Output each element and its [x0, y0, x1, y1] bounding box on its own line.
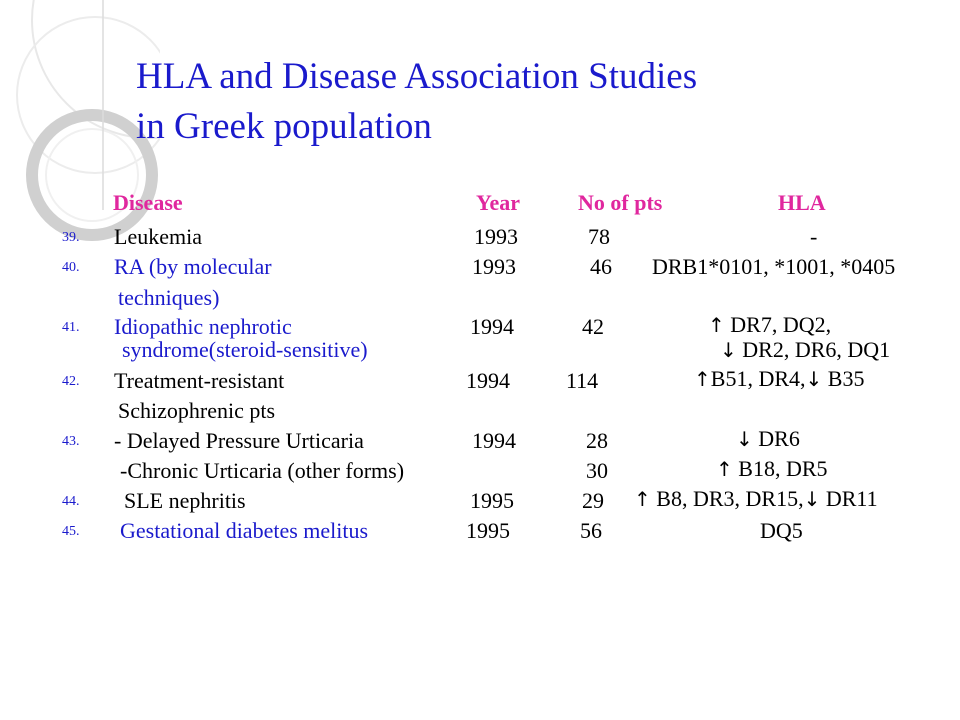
year-42: 1994	[466, 368, 510, 393]
pts-43: 28	[586, 428, 608, 453]
up-arrow-icon: ↑	[634, 487, 651, 511]
disease-gestational-diabetes: Gestational diabetes melitus	[120, 518, 369, 543]
down-arrow-icon: ↓	[803, 487, 821, 511]
hla-40: DRB1*0101, *1001, *0405	[652, 254, 896, 279]
disease-chronic-urticaria: -Chronic Urticaria (other forms)	[120, 458, 405, 483]
pts-43-sub: 30	[586, 458, 608, 483]
up-arrow-icon: ↑	[694, 367, 711, 391]
up-arrow-icon: ↑	[716, 457, 733, 481]
down-arrow-icon: ↓	[805, 367, 823, 391]
pts-42: 114	[566, 368, 599, 393]
disease-sle-nephritis: SLE nephritis	[124, 488, 246, 513]
year-41: 1994	[470, 314, 514, 339]
row-number-43: 43.	[62, 434, 80, 449]
year-45: 1995	[466, 518, 510, 543]
disease-ra-cont: techniques)	[118, 285, 220, 310]
hla-45: DQ5	[760, 518, 803, 543]
header-no-of-pts: No of pts	[578, 190, 663, 215]
year-44: 1995	[470, 488, 514, 513]
hla-41-down: ↓ DR2, DR6, DQ1	[720, 337, 891, 362]
pts-44: 29	[582, 488, 604, 513]
title-line-2: in Greek population	[136, 106, 432, 147]
pts-41: 42	[582, 314, 604, 339]
down-arrow-icon: ↓	[720, 338, 737, 362]
pts-45: 56	[580, 518, 602, 543]
year-43: 1994	[472, 428, 516, 453]
up-arrow-icon: ↑	[708, 313, 725, 337]
hla-42: ↑B51, DR4,↓ B35	[694, 366, 865, 391]
disease-schizophrenia-cont: Schizophrenic pts	[118, 398, 276, 423]
disease-nephrotic: Idiopathic nephrotic	[114, 314, 292, 339]
row-number-42: 42.	[62, 374, 80, 389]
row-number-39: 39.	[62, 230, 80, 245]
slide-title	[136, 52, 896, 152]
row-number-41: 41.	[62, 320, 80, 335]
row-number-40: 40.	[62, 260, 80, 275]
hla-43: ↓ DR6	[736, 426, 800, 451]
row-number-45: 45.	[62, 524, 80, 539]
pts-39: 78	[588, 224, 610, 249]
hla-39: -	[810, 224, 818, 249]
disease-delayed-urticaria: - Delayed Pressure Urticaria	[114, 428, 364, 453]
header-hla: HLA	[778, 190, 826, 215]
hla-44: ↑ B8, DR3, DR15,↓ DR11	[634, 486, 878, 511]
down-arrow-icon: ↓	[736, 427, 753, 451]
disease-schizophrenia: Treatment-resistant	[114, 368, 285, 393]
row-number-44: 44.	[62, 494, 80, 509]
hla-41-up: ↑ DR7, DQ2,	[708, 312, 832, 337]
disease-leukemia: Leukemia	[114, 224, 202, 249]
header-disease: Disease	[113, 190, 183, 215]
year-40: 1993	[472, 254, 516, 279]
disease-nephrotic-cont: syndrome(steroid-sensitive)	[122, 337, 368, 362]
pts-40: 46	[590, 254, 612, 279]
hla-43-sub: ↑ B18, DR5	[716, 456, 828, 481]
title-line-1: HLA and Disease Association Studies	[136, 56, 698, 97]
header-year: Year	[476, 190, 520, 215]
disease-ra: RA (by molecular	[114, 254, 272, 279]
year-39: 1993	[474, 224, 518, 249]
